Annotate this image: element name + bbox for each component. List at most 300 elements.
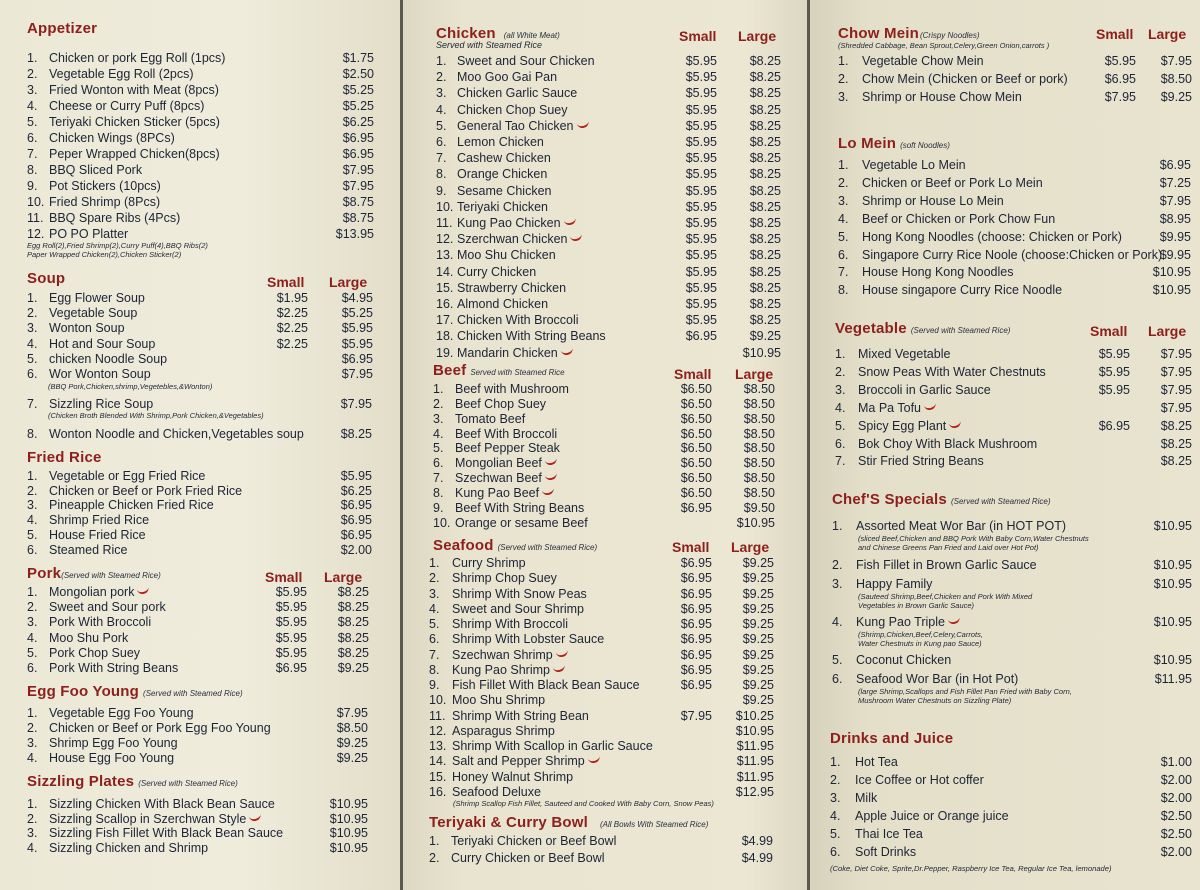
seafood-large-header: Large: [731, 539, 770, 555]
item-number: 4.: [27, 751, 38, 765]
menu-item: [27, 840, 208, 856]
item-name: Spicy Egg Plant: [858, 419, 947, 433]
menu-item: [27, 305, 137, 321]
item-price-small: $6.50: [680, 441, 712, 455]
item-name: Beef With String Beans: [455, 501, 585, 515]
menu-item: [838, 89, 1022, 105]
item-name: Strawberry Chicken: [457, 281, 567, 295]
menu-item: [27, 705, 194, 721]
item-number: 1.: [830, 755, 841, 769]
item-number: 1.: [27, 469, 38, 483]
item-name: Shrimp Fried Rice: [49, 513, 150, 527]
item-name: Sesame Chicken: [457, 184, 552, 198]
item-number: 7.: [838, 265, 849, 279]
menu-item: [27, 825, 283, 841]
item-name: Szerchwan Chicken: [457, 232, 568, 246]
item-price-large: $8.25: [749, 313, 781, 327]
menu-item: [436, 264, 536, 280]
item-price-small: $5.95: [1098, 383, 1130, 397]
item-price-large: $8.50: [743, 441, 775, 455]
item-price-large: $9.25: [742, 571, 774, 585]
item-number: 2.: [429, 571, 440, 585]
item-price-large: $9.25: [742, 678, 774, 692]
menu-item: [27, 527, 146, 543]
menu-item: [433, 485, 554, 501]
menu-item: [27, 50, 225, 66]
item-name: Honey Walnut Shrimp: [452, 770, 574, 784]
item-name: Thai Ice Tea: [855, 827, 923, 841]
chili-pepper-icon: [570, 232, 583, 242]
item-price-large: $8.50: [743, 397, 775, 411]
item-number: 1.: [27, 585, 38, 599]
item-name: BBQ Spare Ribs (4Pcs): [49, 211, 181, 225]
menu-item: [832, 518, 1066, 534]
item-price: $8.95: [1159, 212, 1191, 226]
item-number: 1.: [433, 382, 444, 396]
item-name: House singapore Curry Rice Noodle: [862, 283, 1063, 297]
chili-pepper-icon: [563, 216, 576, 226]
menu-item: [27, 114, 220, 130]
item-number: 15.: [429, 770, 447, 784]
item-name: Seafood Deluxe: [452, 785, 541, 799]
item-price-large: $5.95: [341, 337, 373, 351]
menu-item: [27, 497, 214, 513]
item-number: 6.: [838, 248, 849, 262]
item-name: Seafood Wor Bar (in Hot Pot): [856, 672, 1019, 686]
item-name: Hong Kong Noodles (choose: Chicken or Pork): [862, 230, 1122, 244]
item-name: Curry Chicken or Beef Bowl: [451, 851, 605, 865]
item-price-large: $8.25: [749, 184, 781, 198]
menu-item: [27, 366, 151, 382]
item-price-large: $8.25: [337, 600, 369, 614]
item-name: Curry Chicken: [457, 265, 537, 279]
chicken-small-header: Small: [679, 28, 717, 44]
menu-item: [429, 708, 589, 724]
item-name: Chicken or Beef or Pork Lo Mein: [862, 176, 1043, 190]
item-number: 4.: [830, 809, 841, 823]
item-number: 10.: [433, 516, 451, 530]
item-price-small: $5.95: [685, 248, 717, 262]
item-name: Almond Chicken: [457, 297, 549, 311]
item-number: 8.: [838, 283, 849, 297]
menu-item: [27, 194, 160, 210]
item-price-small: $5.95: [685, 265, 717, 279]
item-name: Chicken With String Beans: [457, 329, 606, 343]
item-price-large: $10.95: [742, 346, 781, 360]
section-title-drinks: Drinks and Juice: [830, 730, 954, 747]
item-name: BBQ Sliced Pork: [49, 163, 143, 177]
item-price: $8.50: [336, 721, 368, 735]
menu-item: [436, 296, 548, 312]
item-number: 1.: [429, 834, 440, 848]
item-name: Kung Pao Chicken: [457, 216, 561, 230]
item-name: Fried Shrimp (8Pcs): [49, 195, 161, 209]
item-name: Ice Coffee or Hot coffer: [855, 773, 984, 787]
menu-item: [27, 146, 220, 162]
item-number: 2.: [838, 72, 849, 86]
menu-item: [429, 692, 545, 708]
item-name: Moo Shu Shrimp: [452, 693, 546, 707]
item-name: Lemon Chicken: [457, 135, 544, 149]
menu-item: [433, 440, 560, 456]
item-number: 5.: [832, 653, 843, 667]
menu-item: [436, 345, 573, 361]
item-name: Sizzling Chicken and Shrimp: [49, 841, 209, 855]
item-number: 9.: [27, 179, 38, 193]
item-price-large: $8.50: [743, 486, 775, 500]
chili-pepper-icon: [544, 471, 557, 481]
item-price-small: $7.95: [680, 709, 712, 723]
menu-item: [27, 720, 271, 736]
item-price-small: $5.95: [685, 103, 717, 117]
menu-item: [835, 346, 950, 362]
item-name: Orange Chicken: [457, 167, 548, 181]
item-name: Assorted Meat Wor Bar (in HOT POT): [856, 519, 1067, 533]
menu-item: [436, 215, 576, 231]
item-price: $10.95: [1153, 615, 1192, 629]
item-number: 7.: [429, 648, 440, 662]
item-price-large: $8.25: [749, 103, 781, 117]
menu-item: [838, 157, 966, 173]
item-name: Beef Chop Suey: [455, 397, 547, 411]
item-number: 2.: [27, 721, 38, 735]
menu-item: [830, 790, 877, 806]
menu-item: [429, 753, 600, 769]
item-number: 4.: [429, 602, 440, 616]
item-price: $7.95: [336, 706, 368, 720]
soup-sizzling-rice-note: (Chicken Broth Blended With Shrimp,Pork Chicken,&Vegetables): [48, 411, 264, 420]
menu-item: [835, 418, 961, 434]
item-price-small: $6.50: [680, 471, 712, 485]
item-description: Water Chestnuts in Kung pao Sauce): [858, 638, 982, 648]
item-price-large: $9.25: [742, 632, 774, 646]
item-name: chicken Noodle Soup: [49, 352, 168, 366]
item-number: 5.: [835, 419, 846, 433]
menu-item: 7. Sizzling Rice Soup: [27, 397, 154, 411]
item-number: 4.: [838, 212, 849, 226]
item-price: $10.95: [1152, 283, 1191, 297]
item-name: House Hong Kong Noodles: [862, 265, 1014, 279]
item-name: Mandarin Chicken: [457, 346, 558, 360]
item-name: Broccoli in Garlic Sauce: [858, 383, 991, 397]
item-price-large: $8.50: [1160, 72, 1192, 86]
item-price-large: $10.95: [735, 724, 774, 738]
item-name: Vegetable Egg Roll (2pcs): [49, 67, 194, 81]
pork-large-header: Large: [324, 569, 363, 585]
item-number: 1.: [835, 347, 846, 361]
item-name: Chicken Garlic Sauce: [457, 86, 578, 100]
item-price-small: $6.95: [680, 587, 712, 601]
menu-item: [436, 166, 547, 182]
section-title-soup: Soup: [27, 270, 66, 287]
item-price-small: $5.95: [685, 54, 717, 68]
item-number: 10.: [436, 200, 454, 214]
item-number: 6.: [835, 437, 846, 451]
item-price-small: $5.95: [685, 313, 717, 327]
item-price-small: $5.95: [275, 600, 307, 614]
menu-item: [433, 515, 588, 531]
menu-item: [429, 677, 640, 693]
item-price: $10.95: [329, 812, 368, 826]
item-price: $10.95: [1153, 558, 1192, 572]
drinks-soft-drinks-note: (Coke, Diet Coke, Sprite,Dr.Pepper, Raspberry Ice Tea, Regular Ice Tea, lemonade): [830, 864, 1112, 873]
item-number: 2.: [838, 176, 849, 190]
menu-item: [27, 584, 149, 600]
item-price-large: $7.95: [341, 367, 373, 381]
section-title-seafood: Seafood (Served with Steamed Rice): [433, 537, 598, 554]
item-name: Beef or Chicken or Pork Chow Fun: [862, 212, 1056, 226]
menu-panel-middle: [403, 0, 807, 890]
item-name: Kung Pao Beef: [455, 486, 540, 500]
item-number: 5.: [838, 230, 849, 244]
item-name: Szechwan Shrimp: [452, 648, 553, 662]
menu-item: [433, 455, 557, 471]
item-name: Chicken or pork Egg Roll (1pcs): [49, 51, 226, 65]
menu-item: [436, 69, 557, 85]
menu-item: [27, 290, 145, 306]
item-name: Shrimp With Broccoli: [452, 617, 568, 631]
item-name: Fish Fillet With Black Bean Sauce: [452, 678, 640, 692]
chili-pepper-icon: [576, 119, 589, 129]
item-number: 5.: [436, 119, 447, 133]
item-price: $11.95: [1154, 672, 1192, 686]
item-name: Chicken Chop Suey: [457, 103, 568, 117]
menu-item: [27, 351, 167, 367]
menu-item: [27, 336, 155, 352]
item-number: 4.: [27, 631, 38, 645]
item-price-small: $1.95: [276, 291, 308, 305]
item-price: $8.75: [342, 211, 374, 225]
item-name: Shrimp Chop Suey: [452, 571, 557, 585]
item-price: $6.95: [340, 513, 372, 527]
item-number: 10.: [429, 693, 447, 707]
item-name: Shrimp or House Lo Mein: [862, 194, 1004, 208]
item-number: 13.: [436, 248, 454, 262]
item-name: Shrimp With String Bean: [452, 709, 589, 723]
item-price: $7.95: [342, 179, 374, 193]
section-title-chefs-specials: Chef'S Specials (Served with Steamed Rice): [832, 491, 1051, 508]
menu-panel-right: [810, 0, 1200, 890]
item-price-large: $9.25: [742, 587, 774, 601]
item-name: Stir Fried String Beans: [858, 454, 984, 468]
item-number: 2.: [433, 397, 444, 411]
menu-item: [830, 772, 984, 788]
item-number: 1.: [27, 51, 38, 65]
item-name: Chow Mein (Chicken or Beef or pork): [862, 72, 1068, 86]
menu-item: [429, 555, 526, 571]
menu-item: [835, 364, 1046, 380]
menu-item: [27, 210, 180, 226]
chili-pepper-icon: [560, 346, 573, 356]
item-price-large: $8.25: [337, 585, 369, 599]
item-number: 3.: [838, 194, 849, 208]
section-title-lo-mein: Lo Mein (soft Noodles): [838, 135, 950, 152]
item-price-large: $8.50: [743, 456, 775, 470]
item-price-small: $5.95: [685, 281, 717, 295]
item-price-large: $9.25: [749, 329, 781, 343]
item-name: Singapore Curry Rice Noole (choose:Chicken or Pork): [862, 248, 1163, 262]
item-number: 5.: [27, 115, 38, 129]
item-name: Teriyaki Chicken Sticker (5pcs): [49, 115, 220, 129]
item-price-large: $11.95: [736, 739, 774, 753]
item-number: 5.: [27, 528, 38, 542]
item-price: $10.95: [329, 826, 368, 840]
item-name: Pot Stickers (10pcs): [49, 179, 161, 193]
menu-item: [838, 175, 1043, 191]
item-number: 10.: [27, 195, 45, 209]
menu-item: [436, 183, 552, 199]
menu-item: [27, 66, 194, 82]
item-price-small: $2.25: [276, 337, 308, 351]
item-price-large: $8.25: [749, 216, 781, 230]
menu-item: [27, 178, 161, 194]
item-number: 16.: [429, 785, 447, 799]
item-name: House Fried Rice: [49, 528, 146, 542]
item-price-small: $5.95: [685, 70, 717, 84]
menu-item: [433, 500, 584, 516]
item-price-small: $6.95: [680, 617, 712, 631]
menu-item: [27, 599, 166, 615]
item-name: Apple Juice or Orange juice: [855, 809, 1009, 823]
item-price-small: $6.95: [275, 661, 307, 675]
item-name: Sizzling Fish Fillet With Black Bean Sauce: [49, 826, 284, 840]
chili-pepper-icon: [541, 486, 554, 496]
seafood-small-header: Small: [672, 539, 710, 555]
menu-item: [429, 586, 587, 602]
item-price: $10.95: [1152, 265, 1191, 279]
menu-item: [832, 576, 932, 592]
item-price-small: $5.95: [685, 119, 717, 133]
chow-mein-ingredients-note: (Shredded Cabbage, Bean Sprout,Celery,Green Onion,carrots ): [838, 41, 1050, 50]
menu-item: [433, 470, 557, 486]
chili-pepper-icon: [544, 456, 557, 466]
menu-item: [436, 85, 577, 101]
menu-item: [838, 211, 1055, 227]
menu-item: [429, 833, 616, 849]
item-price-large: $6.95: [341, 352, 373, 366]
item-price-large: $8.25: [1160, 454, 1192, 468]
item-number: 19.: [436, 346, 454, 360]
item-name: Kung Pao Shrimp: [452, 663, 550, 677]
menu-item: [27, 468, 205, 484]
item-name: Asparagus Shrimp: [452, 724, 555, 738]
item-price-large: $5.25: [341, 306, 373, 320]
item-price-small: $5.95: [685, 151, 717, 165]
item-price-large: $11.95: [736, 754, 774, 768]
item-name: Ma Pa Tofu: [858, 401, 922, 415]
item-name: Shrimp With Lobster Sauce: [452, 632, 605, 646]
item-number: 17.: [436, 313, 454, 327]
item-price-large: $8.50: [743, 427, 775, 441]
item-price-small: $6.95: [1104, 72, 1136, 86]
chow-mein-small-header: Small: [1096, 26, 1134, 42]
beef-small-header: Small: [674, 366, 712, 382]
chili-pepper-icon: [137, 585, 150, 595]
item-name: Wonton Soup: [49, 321, 125, 335]
menu-item: [27, 735, 178, 751]
item-number: 3.: [429, 587, 440, 601]
item-price: $1.75: [342, 51, 374, 65]
item-number: 3.: [832, 577, 843, 591]
item-price-large: $7.95: [1160, 54, 1192, 68]
item-name: Teriyaki Chicken: [457, 200, 549, 214]
item-price-small: $6.95: [685, 329, 717, 343]
item-number: 6.: [832, 672, 843, 686]
appetizer-platter-note-2: Paper Wrapped Chicken(2),Chicken Sticker(2): [27, 250, 182, 259]
item-number: 3.: [27, 615, 38, 629]
item-name: Sweet and Sour Shrimp: [452, 602, 585, 616]
item-number: 9.: [429, 678, 440, 692]
item-description: Vegetables in Brown Garlic Sauce): [858, 600, 975, 610]
item-number: 6.: [27, 661, 38, 675]
item-price-large: $5.95: [341, 321, 373, 335]
menu-item: [27, 320, 125, 336]
item-price-large: $9.25: [742, 648, 774, 662]
section-title-vegetable: Vegetable (Served with Steamed Rice): [835, 320, 1011, 337]
item-name: Fried Wonton with Meat (8pcs): [49, 83, 219, 97]
item-name: Milk: [855, 791, 878, 805]
item-price-large: $7.95: [1160, 401, 1192, 415]
menu-item: [27, 162, 142, 178]
item-number: 3.: [27, 736, 38, 750]
menu-panel-left: [0, 0, 400, 890]
menu-item: [429, 616, 568, 632]
item-price: $5.95: [340, 469, 372, 483]
item-price: $7.95: [340, 397, 372, 411]
item-name: Tomato Beef: [455, 412, 526, 426]
item-number: 6.: [433, 456, 444, 470]
item-price-small: $5.95: [685, 86, 717, 100]
item-price-large: $9.25: [742, 556, 774, 570]
item-price: $6.25: [340, 484, 372, 498]
item-price: $10.95: [329, 797, 368, 811]
item-price-large: $9.25: [1160, 90, 1192, 104]
item-number: 2.: [27, 600, 38, 614]
item-number: 4.: [27, 841, 38, 855]
item-name: House Egg Foo Young: [49, 751, 175, 765]
chili-pepper-icon: [947, 615, 960, 625]
menu-item: [436, 328, 606, 344]
item-price-large: $8.25: [1160, 437, 1192, 451]
item-price-small: $6.50: [680, 427, 712, 441]
item-price: $9.95: [1159, 230, 1191, 244]
item-number: 1.: [27, 706, 38, 720]
item-name: Pork With Broccoli: [49, 615, 152, 629]
item-number: 3.: [830, 791, 841, 805]
item-number: 9.: [433, 501, 444, 515]
item-price-large: $8.25: [337, 615, 369, 629]
menu-item: [27, 226, 128, 242]
item-price-small: $5.95: [685, 184, 717, 198]
item-price-small: $5.95: [685, 135, 717, 149]
item-name: Vegetable Soup: [49, 306, 138, 320]
item-number: 2.: [27, 67, 38, 81]
item-number: 4.: [27, 337, 38, 351]
item-name: Peper Wrapped Chicken(8pcs): [49, 147, 220, 161]
item-description: (Sauteed Shrimp,Beef,Chicken and Pork With Mixed: [858, 592, 1033, 601]
soup-wor-wonton-note: (BBQ Pork,Chicken,shrimp,Vegetebles,&Wonton): [48, 382, 213, 391]
item-number: 2.: [429, 851, 440, 865]
item-name: Teriyaki Chicken or Beef Bowl: [451, 834, 617, 848]
item-price-large: $8.25: [749, 200, 781, 214]
item-price-small: $6.95: [680, 678, 712, 692]
menu-item: [27, 660, 178, 676]
item-name: General Tao Chicken: [457, 119, 574, 133]
item-number: 7.: [433, 471, 444, 485]
menu-item: [27, 645, 140, 661]
chili-pepper-icon: [949, 419, 962, 429]
item-number: 3.: [838, 90, 849, 104]
